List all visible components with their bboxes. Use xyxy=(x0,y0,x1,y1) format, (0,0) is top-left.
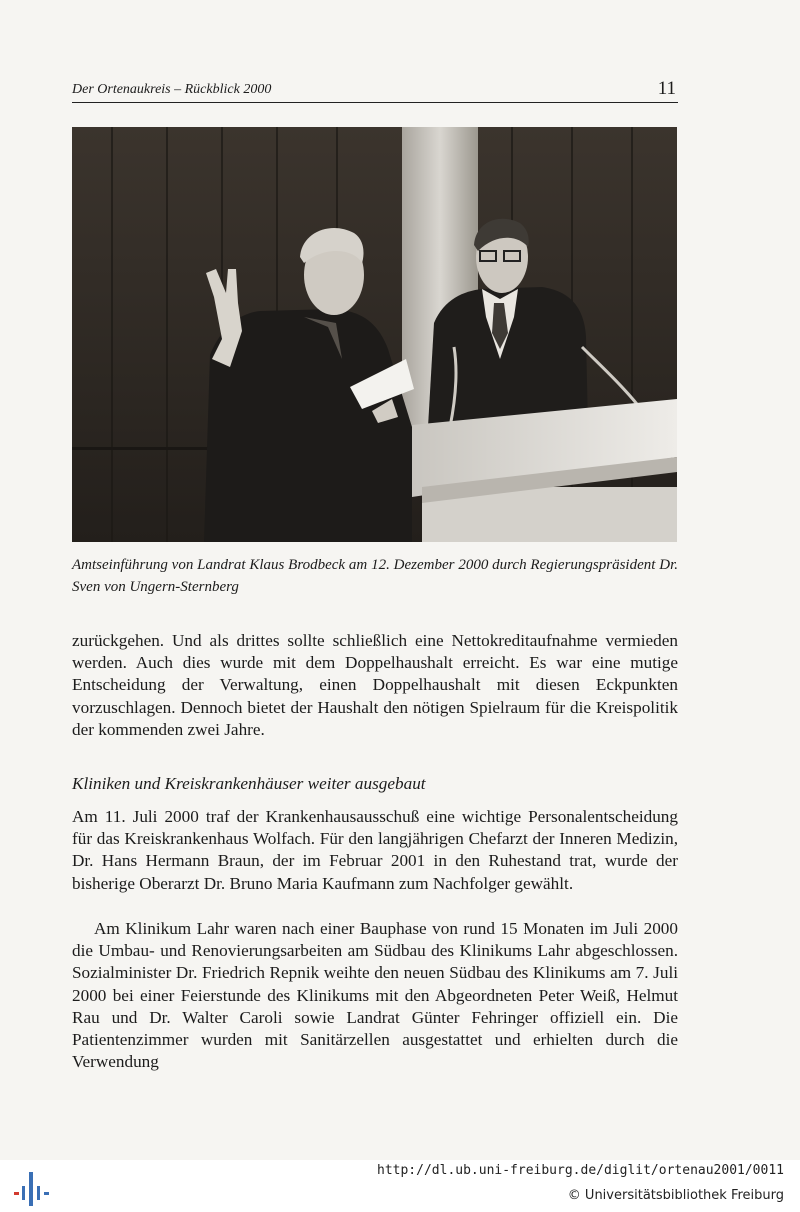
source-url-link[interactable]: http://dl.ub.uni-freiburg.de/diglit/ortenau2001/0011 xyxy=(377,1163,784,1178)
running-header xyxy=(72,80,678,103)
photo-caption: Amtseinführung von Landrat Klaus Brodbeck am 12. Dezember 2000 durch Regierungspräsident Dr. Sven von Ungern-Sternberg xyxy=(72,557,678,595)
photograph-icon xyxy=(72,127,677,542)
footer-bar xyxy=(0,1160,800,1212)
body-paragraph-3: Am Klinikum Lahr waren nach einer Bauphase von rund 15 Monaten im Juli 2000 die Umbau- und Renovierungsarbeiten am Südbau des Klinikums Lahr abgeschlossen. Sozialminister Dr. Friedrich Repnik weihte den neuen Südbau des Klinikums am 7. Juli 2000 bei einer Feierstunde des Klinikums mit den Abgeordneten Peter Weiß, Helmut Rau und Dr. Walter Caroli sowie Landrat Günter Fehringer offiziell ein. Die Patientenzimmer wurden mit Sanitärzellen ausgestattet und erhielten durch die Verwendung xyxy=(72,919,678,1072)
copyright-notice: © Universitätsbibliothek Freiburg xyxy=(567,1188,784,1203)
running-title: Der Ortenaukreis – Rückblick 2000 xyxy=(72,82,272,97)
body-paragraph-2: Am 11. Juli 2000 traf der Krankenhausausschuß eine wichtige Personalentscheidung für das Kreiskrankenhaus Wolfach. Für den langjährigen Chefarzt der Inneren Medizin, Dr. Hans Hermann Braun, der im Februar 2001 in den Ruhestand trat, wurde der bisherige Oberarzt Dr. Bruno Maria Kaufmann zum Nachfolger gewählt. xyxy=(72,807,678,893)
body-paragraph-1: zurückgehen. Und als drittes sollte schließlich eine Nettokreditaufnahme vermieden werden. Auch dies wurde mit dem Doppelhaushalt erreicht. Es war eine mutige Entscheidung der Verwaltung, einen Doppelhaushalt mit diesen Eckpunkten vorzuschlagen. Dennoch bietet der Haushalt den nötigen Spielraum für die Kreispolitik der kommenden zwei Jahre. xyxy=(72,631,678,739)
ub-freiburg-logo-icon xyxy=(8,1170,54,1208)
photograph xyxy=(72,127,677,542)
page-number: 11 xyxy=(657,78,676,99)
section-heading: Kliniken und Kreiskrankenhäuser weiter ausgebaut xyxy=(72,774,426,793)
